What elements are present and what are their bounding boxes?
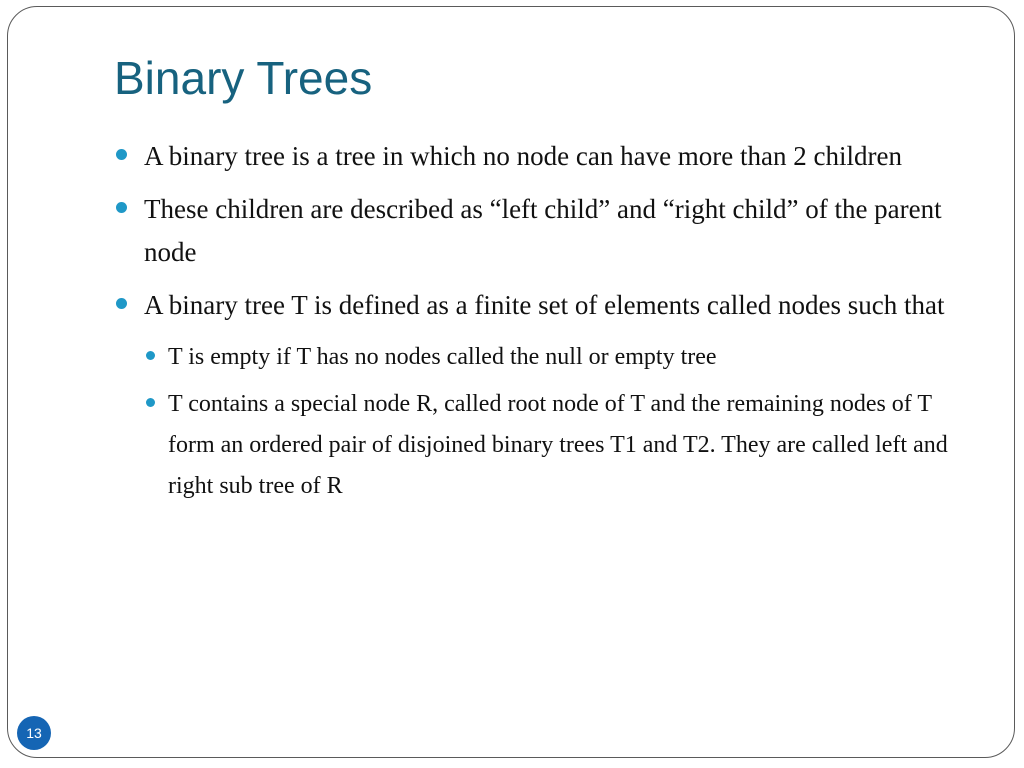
page-number-badge: 13 — [17, 716, 51, 750]
slide-title: Binary Trees — [114, 52, 373, 104]
sub-bullet-item — [146, 384, 976, 507]
sub-bullet-dot-icon — [146, 351, 155, 360]
sub-bullet-list — [116, 337, 976, 507]
bullet-text: A binary tree is a tree in which no node can have more than 2 children — [144, 141, 902, 171]
bullet-item — [116, 284, 976, 327]
sub-bullet-dot-icon — [146, 398, 155, 407]
bullet-dot-icon — [116, 149, 127, 160]
bullet-dot-icon — [116, 202, 127, 213]
sub-bullet-item — [146, 337, 976, 378]
bullet-item — [116, 135, 976, 178]
sub-bullet-text: T contains a special node R, called root node of T and the remaining nodes of T form an ordered pair of disjoined binary trees T1 and T2. They are called left and right sub tree of R — [168, 391, 948, 499]
sub-bullet-text: T is empty if T has no nodes called the null or empty tree — [168, 344, 717, 370]
bullet-item — [116, 188, 976, 274]
bullet-dot-icon — [116, 298, 127, 309]
bullet-text: These children are described as “left child” and “right child” of the parent node — [144, 194, 942, 267]
bullet-text: A binary tree T is defined as a finite set of elements called nodes such that — [144, 290, 945, 320]
slide-content — [116, 135, 976, 513]
